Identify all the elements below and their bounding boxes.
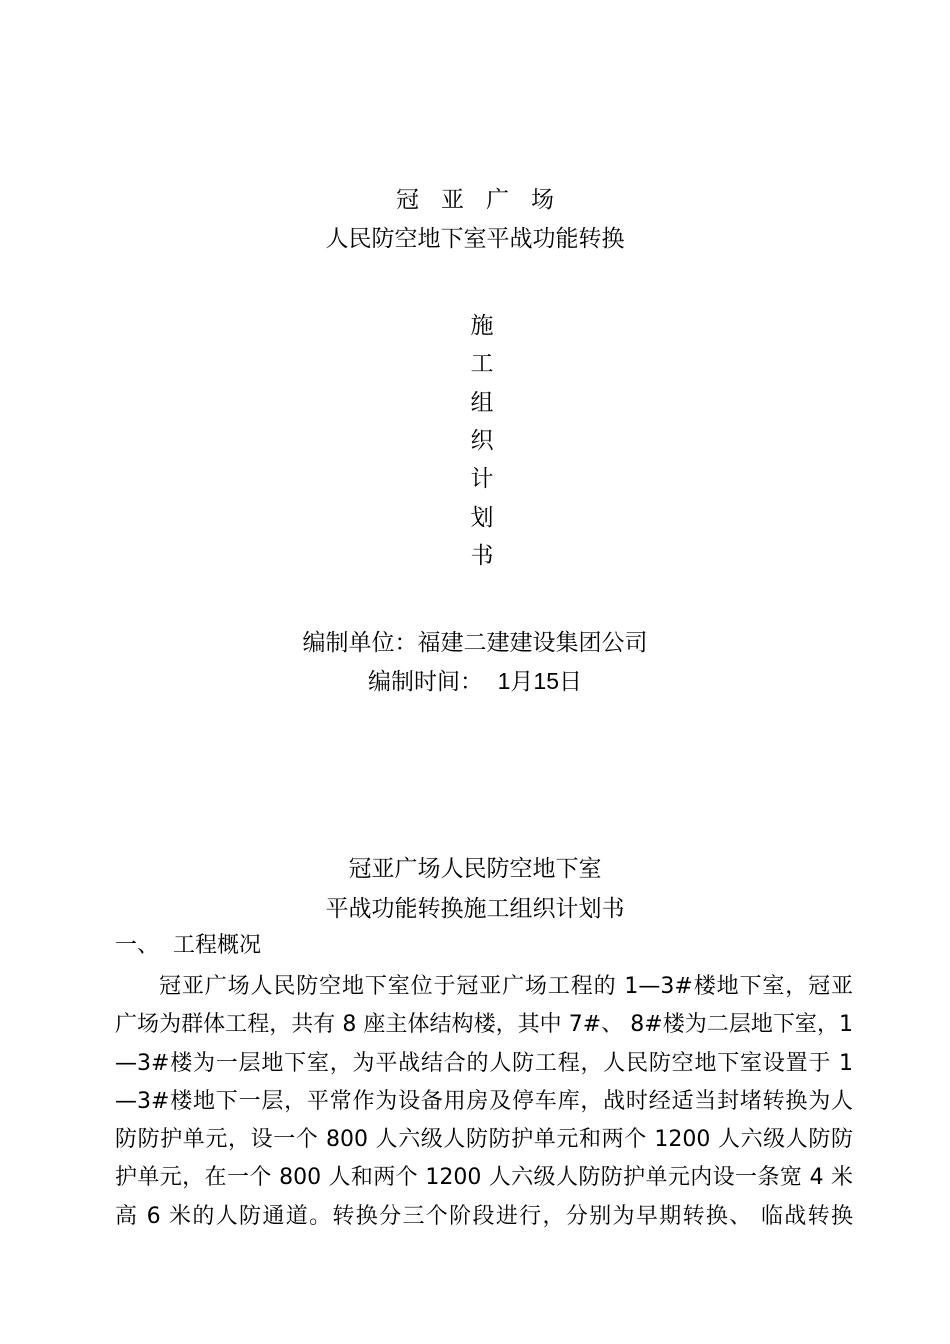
compile-date <box>0 666 950 697</box>
document-title-line-2: 平战功能转换施工组织计划书 <box>325 896 625 922</box>
paragraph-line: —3#楼为一层地下室，为平战结合的人防工程，人民防空地下室设置于 1 <box>115 1050 853 1076</box>
compile-date-label: 编制时间： <box>368 669 483 695</box>
cover-title-char: 广 <box>486 187 509 213</box>
paragraph-line: —3#楼地下一层，平常作为设备用房及停车库，战时经适当封堵转换为人 <box>115 1088 853 1114</box>
cover-vertical-char: 书 <box>470 543 494 569</box>
overview-paragraph <box>115 968 853 1236</box>
paragraph-line: 冠亚广场人民防空地下室位于冠亚广场工程的 1—3#楼地下室，冠亚 <box>159 974 853 999</box>
cover-title-char: 亚 <box>441 187 464 213</box>
document-title-line-1: 冠亚广场人民防空地下室 <box>348 856 602 882</box>
section-number: 一、 <box>115 933 160 958</box>
cover-subtitle: 人民防空地下室平战功能转换 <box>325 226 625 252</box>
cover-vertical-char: 计 <box>470 466 494 492</box>
compile-date-value: 1月15日 <box>497 668 582 694</box>
section-title: 工程概况 <box>173 933 262 958</box>
cover-vertical-char: 组 <box>470 390 494 416</box>
cover-vertical-char: 工 <box>470 351 494 377</box>
paragraph-line: 护单元，在一个 800 人和两个 1200 人六级人防防护单元内设一条宽 4 米 <box>115 1165 853 1191</box>
cover-title-char: 冠 <box>396 187 419 213</box>
paragraph-line: 高 6 米的人防通道。转换分三个阶段进行，分别为早期转换、 临战转换 <box>115 1203 853 1229</box>
paragraph-line: 防防护单元，设一个 800 人六级人防防护单元和两个 1200 人六级人防防 <box>115 1127 853 1153</box>
section-heading <box>115 931 261 961</box>
cover-title-char: 场 <box>531 187 554 213</box>
cover-vertical-char: 施 <box>470 313 494 339</box>
compiler-unit: 编制单位：福建二建建设集团公司 <box>302 630 648 656</box>
cover-vertical-char: 织 <box>470 428 494 454</box>
cover-vertical-char: 划 <box>470 505 494 531</box>
cover-title <box>0 185 950 215</box>
paragraph-line: 广场为群体工程，共有 8 座主体结构楼，其中 7#、 8#楼为二层地下室，1 <box>115 1012 853 1038</box>
